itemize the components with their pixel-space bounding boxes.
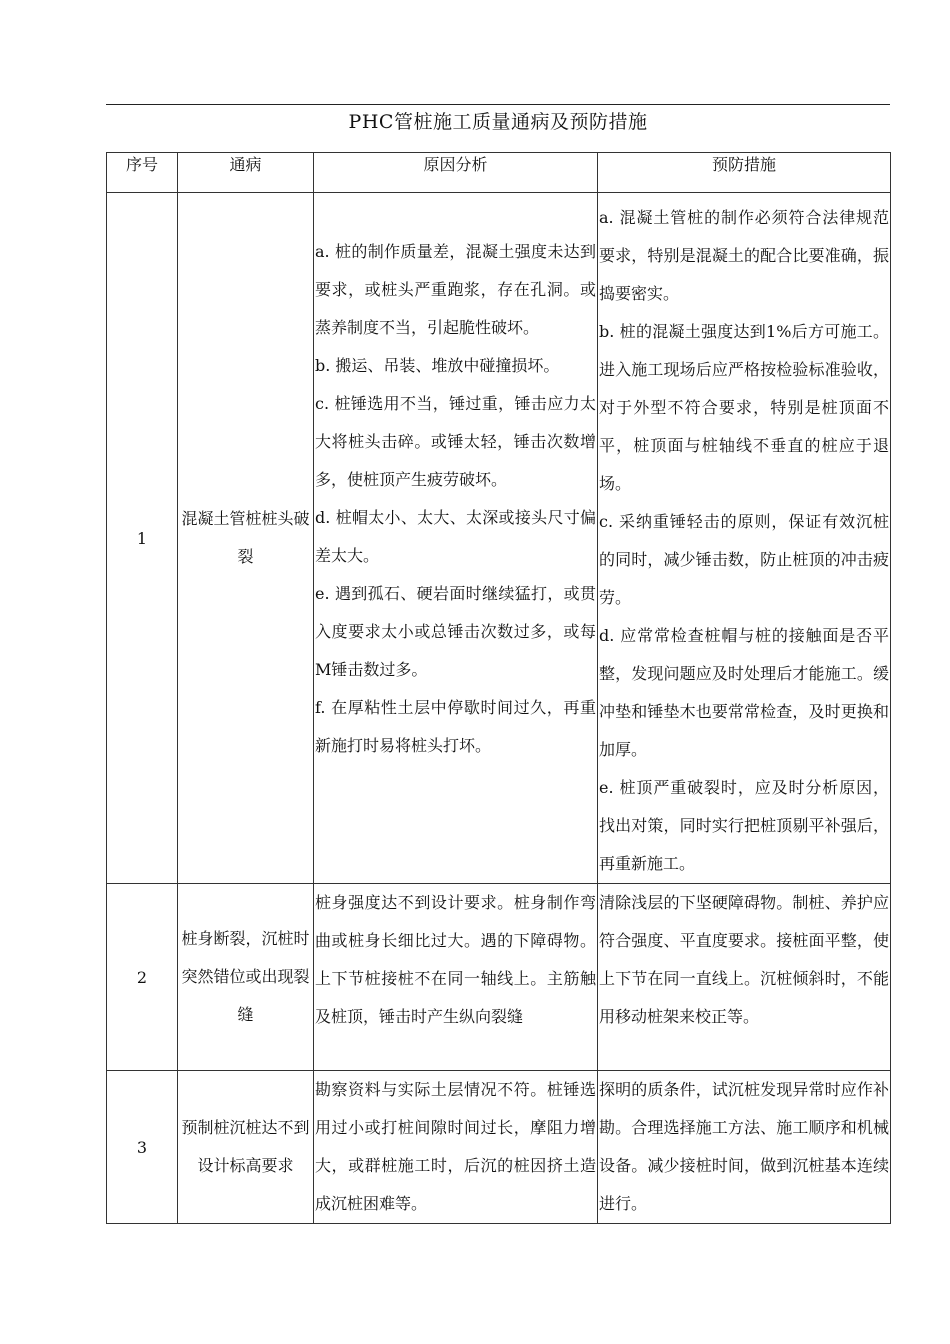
document-title: PHC管桩施工质量通病及预防措施 bbox=[348, 111, 648, 133]
table-row bbox=[107, 884, 891, 1071]
cause-item: e. 遇到孤石、硬岩面时继续猛打，或贯入度要求太小或总锤击次数过多，或每M锤击数过多。 bbox=[315, 584, 596, 679]
row-number: 3 bbox=[107, 1071, 178, 1224]
measure-cell bbox=[598, 193, 891, 884]
cause-item: c. 桩锤选用不当，锤过重，锤击应力太大将桩头击碎。或锤太轻，锤击次数增多，使桩顶产生疲劳破坏。 bbox=[315, 394, 596, 489]
measure-item: e. 桩顶严重破裂时，应及时分析原因，找出对策，同时实行把桩顶剔平补强后，再重新施工。 bbox=[599, 778, 889, 873]
cause-cell bbox=[314, 884, 598, 1071]
measure-item: 探明的质条件，试沉桩发现异常时应作补勘。合理选择施工方法、施工顺序和机械设备。减少接桩时间，做到沉桩基本连续进行。 bbox=[599, 1080, 889, 1213]
table-row bbox=[107, 1071, 891, 1224]
row-number: 1 bbox=[107, 193, 178, 884]
table-row bbox=[107, 193, 891, 884]
cause-item: f. 在厚粘性土层中停歇时间过久，再重新施打时易将桩头打坏。 bbox=[315, 698, 596, 755]
cause-item: 桩身强度达不到设计要求。桩身制作弯曲或桩身长细比过大。遇的下障碍物。上下节桩接桩不在同一轴线上。主筋触及桩顶，锤击时产生纵向裂缝 bbox=[315, 893, 596, 1026]
cause-cell bbox=[314, 193, 598, 884]
cause-item: 勘察资料与实际土层情况不符。桩锤选用过小或打桩间隙时间过长，摩阻力增大，或群桩施工时，后沉的桩因挤土造成沉桩困难等。 bbox=[315, 1080, 596, 1213]
measure-item: b. 桩的混凝土强度达到1%后方可施工。进入施工现场后应严格按检验标准验收，对于外型不符合要求，特别是桩顶面不平，桩顶面与桩轴线不垂直的桩应于退场。 bbox=[599, 322, 889, 493]
measure-item: c. 采纳重锤轻击的原则，保证有效沉桩的同时，减少锤击数，防止桩顶的冲击疲劳。 bbox=[599, 512, 889, 607]
header-cause: 原因分析 bbox=[314, 153, 598, 193]
table-header-row bbox=[107, 153, 891, 193]
top-rule bbox=[106, 104, 890, 105]
cause-item: a. 桩的制作质量差，混凝土强度未达到要求，或桩头严重跑浆，存在孔洞。或蒸养制度不当，引起脆性破坏。 bbox=[315, 242, 596, 337]
measure-item: a. 混凝土管桩的制作必须符合法律规范要求，特别是混凝土的配合比要准确，振捣要密实。 bbox=[599, 208, 889, 303]
defect-name: 桩身断裂，沉桩时突然错位或出现裂缝 bbox=[178, 884, 314, 1071]
measure-cell bbox=[598, 884, 891, 1071]
cause-item: b. 搬运、吊装、堆放中碰撞损坏。 bbox=[315, 356, 560, 375]
header-measure: 预防措施 bbox=[598, 153, 891, 193]
row-number: 2 bbox=[107, 884, 178, 1071]
header-defect: 通病 bbox=[178, 153, 314, 193]
cause-item: d. 桩帽太小、太大、太深或接头尺寸偏差太大。 bbox=[315, 508, 596, 565]
measure-item: 清除浅层的下坚硬障碍物。制桩、养护应符合强度、平直度要求。接桩面平整，使上下节在同一直线上。沉桩倾斜时，不能用移动桩架来校正等。 bbox=[599, 893, 889, 1026]
measure-cell bbox=[598, 1071, 891, 1224]
measure-item: d. 应常常检查桩帽与桩的接触面是否平整，发现问题应及时处理后才能施工。缓冲垫和锤垫木也要常常检查，及时更换和加厚。 bbox=[599, 626, 889, 759]
header-index: 序号 bbox=[107, 153, 178, 193]
defects-table bbox=[106, 152, 891, 1224]
defect-name: 预制桩沉桩达不到设计标高要求 bbox=[178, 1071, 314, 1224]
cause-cell bbox=[314, 1071, 598, 1224]
defect-name: 混凝土管桩桩头破裂 bbox=[178, 193, 314, 884]
